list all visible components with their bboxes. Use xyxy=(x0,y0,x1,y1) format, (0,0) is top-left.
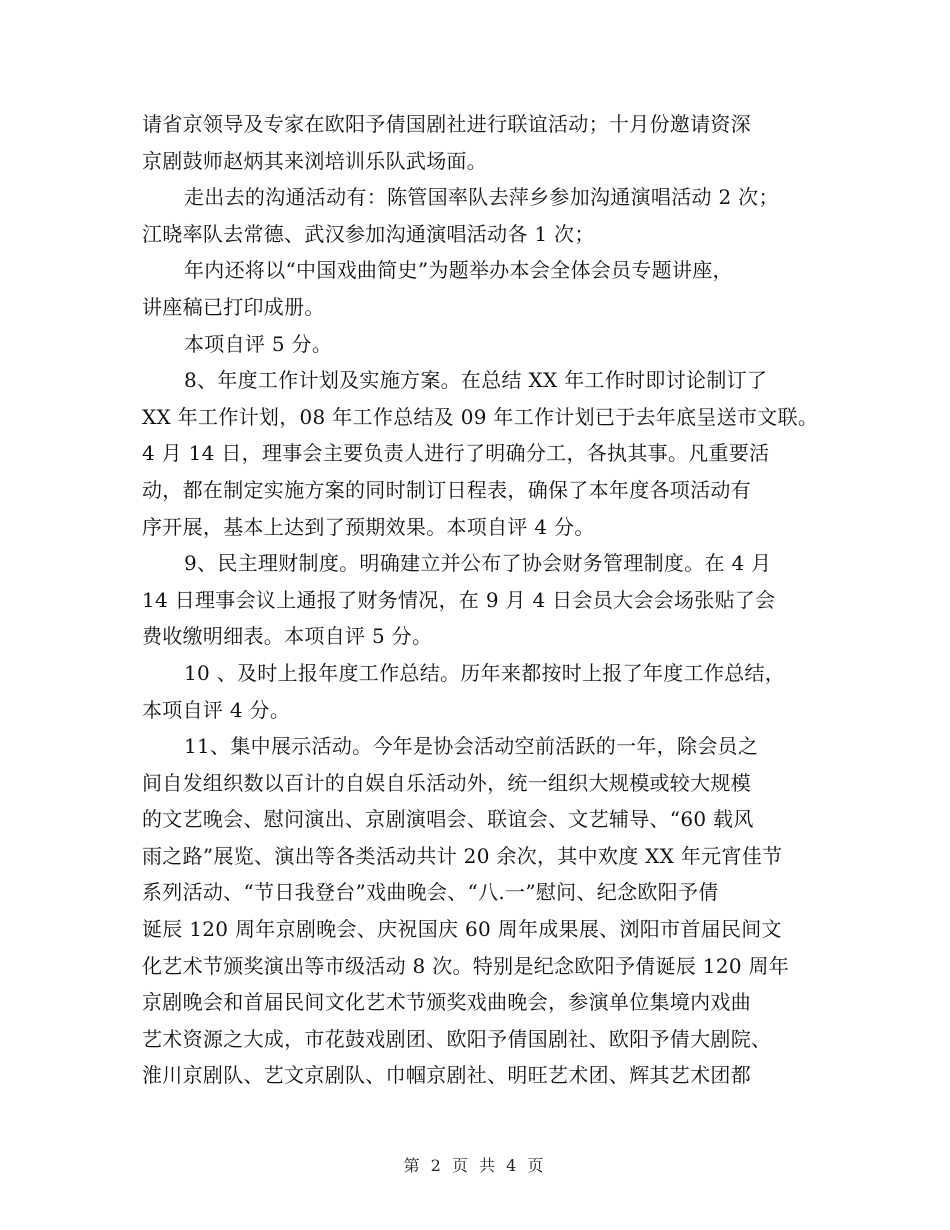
text-line: 本项自评 5 分。 xyxy=(184,331,333,356)
text-line: 雨之路”展览、演出等各类活动共计 20 余次，其中欢度 XX 年元宵佳节 xyxy=(142,843,783,868)
text-line: 费收缴明细表。本项自评 5 分。 xyxy=(142,624,433,649)
text-line: 8、年度工作计划及实施方案。在总结 XX 年工作时即讨论制订了 xyxy=(184,368,768,393)
text-line: 动，都在制定实施方案的同时制订日程表，确保了本年度各项活动有 xyxy=(142,477,751,502)
text-line: 9、民主理财制度。明确建立并公布了协会财务管理制度。在 4 月 xyxy=(184,551,772,576)
document-body xyxy=(142,106,842,1094)
text-line: 序开展，基本上达到了预期效果。本项自评 4 分。 xyxy=(142,514,595,539)
page-footer: 第 2 页 共 4 页 xyxy=(403,1156,547,1175)
text-line: 10 、及时上报年度工作总结。历年来都按时上报了年度工作总结， xyxy=(184,660,786,685)
text-line: 走出去的沟通活动有：陈管国率队去萍乡参加沟通演唱活动 2 次； xyxy=(184,185,779,210)
text-line: 诞辰 120 周年京剧晚会、庆祝国庆 60 周年成果展、浏阳市首届民间文 xyxy=(142,917,782,942)
text-line: 间自发组织数以百计的自娱自乐活动外，统一组织大规模或较大规模 xyxy=(142,770,751,795)
text-line: 11、集中展示活动。今年是协会活动空前活跃的一年，除会员之 xyxy=(184,734,759,759)
text-line: 讲座稿已打印成册。 xyxy=(142,294,325,319)
text-line: 艺术资源之大成，市花鼓戏剧团、欧阳予倩国剧社、欧阳予倩大剧院、 xyxy=(142,1026,772,1051)
text-line: 本项自评 4 分。 xyxy=(142,697,291,722)
text-line: 系列活动、“节日我登台”戏曲晚会、“八.一”慰问、纪念欧阳予倩 xyxy=(142,880,719,905)
text-line: XX 年工作计划，08 年工作总结及 09 年工作计划已于去年底呈送市文联。 xyxy=(142,404,819,429)
text-line: 江晓率队去常德、武汉参加沟通演唱活动各 1 次； xyxy=(142,221,595,246)
text-line: 京剧鼓师赵炳其来浏培训乐队武场面。 xyxy=(142,148,488,173)
text-line: 14 日理事会议上通报了财务情况，在 9 月 4 日会员大会会场张贴了会 xyxy=(142,587,776,612)
text-line: 淮川京剧队、艺文京剧队、巾帼京剧社、明旺艺术团、辉其艺术团都 xyxy=(142,1063,751,1088)
text-line: 化艺术节颁奖演出等市级活动 8 次。特别是纪念欧阳予倩诞辰 120 周年 xyxy=(142,953,790,978)
text-line: 的文艺晚会、慰问演出、京剧演唱会、联谊会、文艺辅导、“60 载风 xyxy=(142,807,754,832)
text-line: 4 月 14 日，理事会主要负责人进行了明确分工，各执其事。凡重要活 xyxy=(142,441,770,466)
text-line: 请省京领导及专家在欧阳予倩国剧社进行联谊活动；十月份邀请资深 xyxy=(142,112,751,136)
text-line: 京剧晚会和首届民间文化艺术节颁奖戏曲晚会，参演单位集境内戏曲 xyxy=(142,990,751,1015)
text-line: 年内还将以“中国戏曲简史”为题举办本会全体会员专题讲座， xyxy=(184,258,733,283)
